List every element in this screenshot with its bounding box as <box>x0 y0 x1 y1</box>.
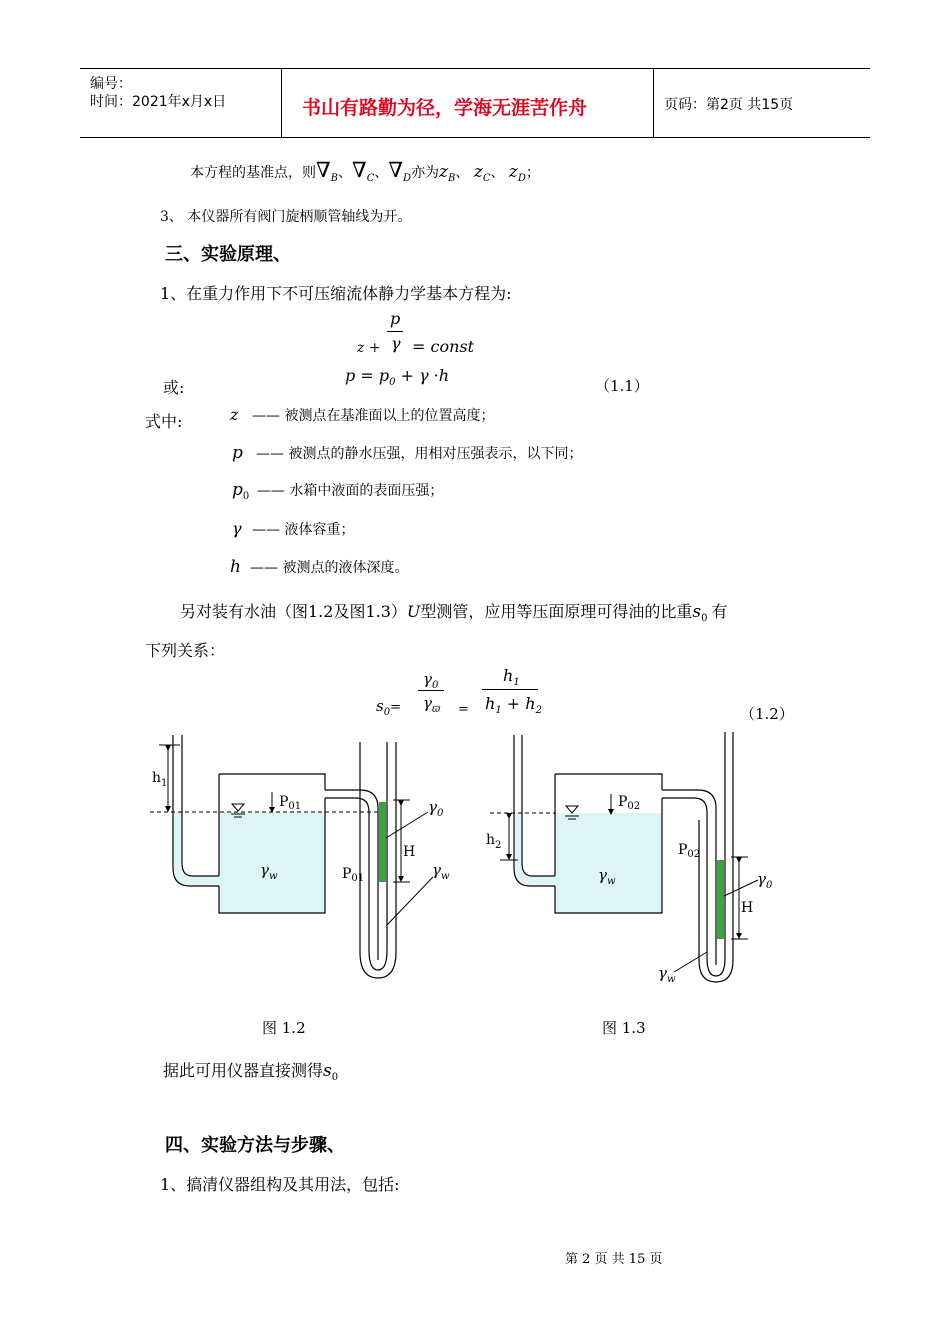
def-text: —— 被测点的液体深度。 <box>250 560 409 576</box>
tank-water <box>555 813 662 913</box>
H-label: H <box>741 900 754 916</box>
oil-paragraph-line2: 下列关系： <box>145 641 226 660</box>
page-header <box>80 68 870 138</box>
eq3-f2-den <box>485 694 542 716</box>
sub-d: D <box>403 172 412 184</box>
connector-outer <box>325 790 378 850</box>
s-sub: 0 <box>331 1072 339 1084</box>
plus: + <box>501 694 526 713</box>
gamma0-label: $\gamma_0$ <box>428 798 444 819</box>
eq3-f2-bar <box>482 689 538 690</box>
figure-1-3-caption: 图 1.3 <box>602 1019 646 1037</box>
header-time-label: 时间：2021年x月x日 <box>90 94 227 110</box>
eq3-lhs <box>376 697 401 718</box>
h: h <box>485 694 496 713</box>
left-tube-water <box>174 812 219 885</box>
oil-paragraph <box>180 599 728 624</box>
h2-label: $h_2$ <box>486 832 502 851</box>
def-row <box>230 557 408 577</box>
z-symbol: z <box>473 162 483 182</box>
h: h <box>525 694 536 713</box>
page-footer: 第 2 页 共 15 页 <box>565 1252 663 1267</box>
gamma-w-label-2: $\gamma_w$ <box>658 964 676 985</box>
where-label: 式中: <box>145 412 183 431</box>
section-3-item-1: 1、在重力作用下不可压缩流体静力学基本方程为: <box>160 284 512 303</box>
def-symbol: p <box>232 443 243 463</box>
def-symbol: p <box>232 480 243 500</box>
header-motto: 书山有路勤为径，学海无涯苦作舟 <box>302 97 588 119</box>
nabla-symbol: ∇ <box>352 158 367 182</box>
def-text: —— 被测点的静水压强，用相对压强表示，以下同； <box>256 446 583 462</box>
water-surface-icon <box>232 804 244 811</box>
para-s: s <box>692 602 702 622</box>
header-divider <box>653 69 654 137</box>
eq3-f2-num <box>503 666 520 688</box>
manometer-figures <box>0 720 950 1020</box>
header-number-label: 编号： <box>90 76 132 92</box>
gamma0-leader <box>724 880 758 896</box>
sep: 、 <box>455 165 470 181</box>
h: h <box>503 666 514 685</box>
sep: 、 <box>338 165 353 181</box>
p02-label-2: $P_{02}$ <box>678 842 701 860</box>
left-tube-inner <box>522 735 555 876</box>
also-label: 亦为 <box>411 165 440 181</box>
def-row <box>230 405 494 425</box>
def-symbol: z <box>230 405 239 424</box>
after-figure-text <box>163 1058 338 1083</box>
sub-b: B <box>330 172 339 184</box>
sub-c: C <box>482 172 491 184</box>
para-c: 有 <box>711 602 728 621</box>
eq3-eq: = <box>390 700 401 715</box>
figure-1-2 <box>150 735 450 978</box>
para-s-sub: 0 <box>701 613 708 625</box>
left-tube-water <box>515 813 555 885</box>
section-4-title: 四、实验方法与步骤、 <box>165 1135 345 1156</box>
oil-column <box>379 802 386 882</box>
gamma-w-label: $\gamma_w$ <box>598 866 616 887</box>
sub: 1 <box>495 705 502 717</box>
eq3-s: s <box>376 697 384 715</box>
after-fig-text: 据此可用仪器直接测得 <box>163 1061 324 1080</box>
section-3-title: 三、实验原理、 <box>165 244 291 265</box>
eq2-sub: 0 <box>389 377 396 389</box>
eq1-denominator: γ <box>391 334 401 353</box>
def-text: —— 被测点在基准面以上的位置高度； <box>252 408 495 424</box>
para-u: U <box>406 602 421 621</box>
left-tube-inner <box>182 735 219 876</box>
p02-label: $P_{02}$ <box>618 794 641 812</box>
H-label: H <box>403 844 416 860</box>
eq2-rest: + γ ·h <box>395 366 450 385</box>
s-symbol: s <box>323 1061 332 1081</box>
eq-number-1-1: （1.1） <box>595 377 649 395</box>
eq2-lhs: p = p <box>345 366 390 385</box>
gamma-w-label: $\gamma_w$ <box>260 861 278 882</box>
def-sub: 0 <box>242 491 250 503</box>
nabla-symbol: ∇ <box>388 158 404 182</box>
nabla-symbol: ∇ <box>316 158 331 182</box>
eq1-z-plus: z + <box>357 340 381 356</box>
figure-1-3 <box>486 732 773 985</box>
water-surface-icon <box>566 806 578 813</box>
para-b: 型测管，应用等压面原理可得油的比重 <box>420 602 693 621</box>
gamma: γ <box>423 694 432 712</box>
eq3-s-sub: 0 <box>383 707 391 718</box>
gamma: γ <box>423 670 432 688</box>
sub: 0 <box>431 680 439 691</box>
def-symbol: γ <box>232 519 242 538</box>
def-text: —— 水箱中液面的表面压强； <box>256 483 444 499</box>
def-row <box>232 480 443 502</box>
tank-water <box>219 812 325 913</box>
gamma-w-label-2: $\gamma_w$ <box>432 861 450 882</box>
p01-label-2: $P_{01}$ <box>342 866 365 884</box>
gamma0-label: $\gamma_0$ <box>757 870 773 891</box>
eq1-numerator: p <box>390 309 401 328</box>
sub-c: C <box>366 172 375 184</box>
datum-prefix: 本方程的基准点，则 <box>190 165 316 181</box>
eq1-const: = const <box>412 337 475 356</box>
eq3-f1-den <box>423 694 440 715</box>
datum-line <box>190 158 540 184</box>
def-symbol: h <box>230 557 241 577</box>
def-text: —— 液体容重； <box>252 522 355 538</box>
sub: 1 <box>513 677 520 689</box>
para-a: 另对装有水油（图1.2及图1.3） <box>180 602 407 621</box>
header-divider <box>281 69 282 137</box>
eq2 <box>345 366 449 388</box>
z-symbol: z <box>508 162 518 182</box>
end-mark: ； <box>525 165 540 181</box>
def-row <box>232 519 354 539</box>
p01-label: $P_{01}$ <box>279 794 302 812</box>
gamma-w-leader <box>387 877 433 925</box>
eq1-fraction-bar <box>387 331 403 332</box>
sub: 2 <box>535 705 542 717</box>
z-symbol: z <box>439 162 449 182</box>
or-label: 或: <box>163 378 185 397</box>
section-4-item-1: 1、搞清仪器组构及其用法，包括: <box>160 1175 400 1194</box>
sub: ϖ <box>431 704 441 715</box>
eq3-f1-bar <box>418 690 444 691</box>
sub-b: B <box>448 172 456 184</box>
header-page-label: 页码：第2页 共15页 <box>664 97 794 113</box>
sep: 、 <box>374 165 389 181</box>
eq3-f1-num <box>423 670 438 691</box>
item-3: 3、 本仪器所有阀门旋柄顺管轴线为开。 <box>160 209 412 225</box>
figure-1-2-caption: 图 1.2 <box>262 1019 306 1037</box>
oil-column <box>717 860 724 939</box>
sep: 、 <box>490 165 505 181</box>
def-row <box>232 443 582 463</box>
eq-number-1-2: （1.2） <box>740 705 794 723</box>
h1-label: $h_1$ <box>152 770 168 789</box>
gamma-w-leader <box>674 952 707 972</box>
eq3-eq2: = <box>458 702 469 717</box>
gamma0-leader <box>386 812 428 838</box>
sub-d: D <box>517 172 526 184</box>
